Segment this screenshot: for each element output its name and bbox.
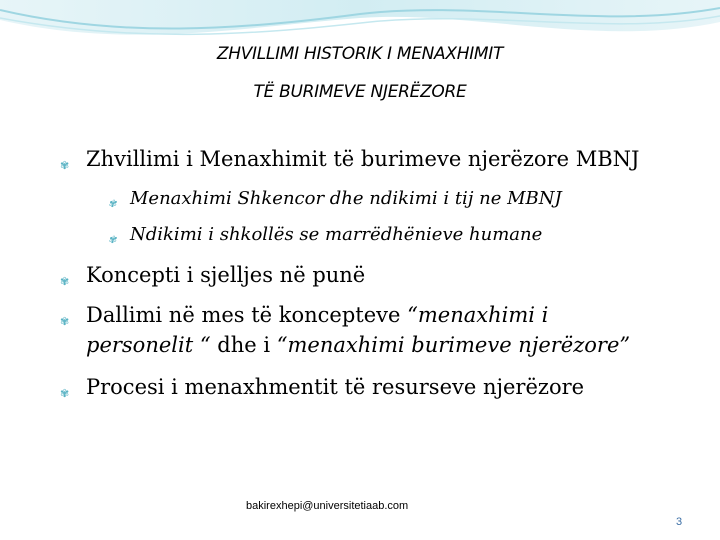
- sub-bullet-text: Menaxhimi Shkencor dhe ndikimi i tij ne MBNJ: [130, 188, 562, 209]
- slide-title-line-1: ZHVILLIMI HISTORIK I MENAXHIMIT: [216, 44, 504, 64]
- bullet-item: [60, 372, 584, 409]
- bullet-icon: ✾: [60, 275, 70, 288]
- bullet-item: [60, 300, 700, 360]
- bullet-text: [86, 300, 630, 360]
- bullet-icon: ✾: [108, 199, 117, 210]
- bullet-item: [60, 260, 365, 297]
- bullet-text: Koncepti i sjelljes në punë: [86, 263, 366, 287]
- sub-bullet-item: [108, 222, 542, 254]
- bullet-text: Zhvillimi i Menaxhimit të burimeve njerëzore MBNJ: [86, 147, 640, 171]
- bullet-text-part: dhe i: [217, 333, 271, 357]
- bullet-icon: ✾: [60, 315, 70, 328]
- footer-email: bakirexhepi@universitetiaab.com: [246, 500, 409, 512]
- bullet-item: [60, 144, 639, 181]
- sub-bullet-item: [108, 186, 562, 218]
- bullet-text-part-italic: “menaxhimi i: [407, 303, 549, 327]
- slide-title-line-2: TË BURIMEVE NJERËZORE: [253, 82, 467, 102]
- bullet-icon: ✾: [60, 159, 70, 172]
- bullet-text-part-italic: “menaxhimi burimeve njerëzore”: [276, 333, 631, 357]
- bullet-text-part: Dallimi në mes të koncepteve: [86, 303, 401, 327]
- bullet-icon: ✾: [108, 235, 117, 246]
- bullet-text-part-italic: personelit “: [86, 333, 211, 357]
- bullet-text: Procesi i menaxhmentit të resurseve njerëzore: [86, 375, 585, 399]
- bullet-icon: ✾: [60, 387, 70, 400]
- page-number: 3: [676, 516, 683, 528]
- sub-bullet-text: Ndikimi i shkollës se marrëdhënieve humane: [130, 224, 543, 245]
